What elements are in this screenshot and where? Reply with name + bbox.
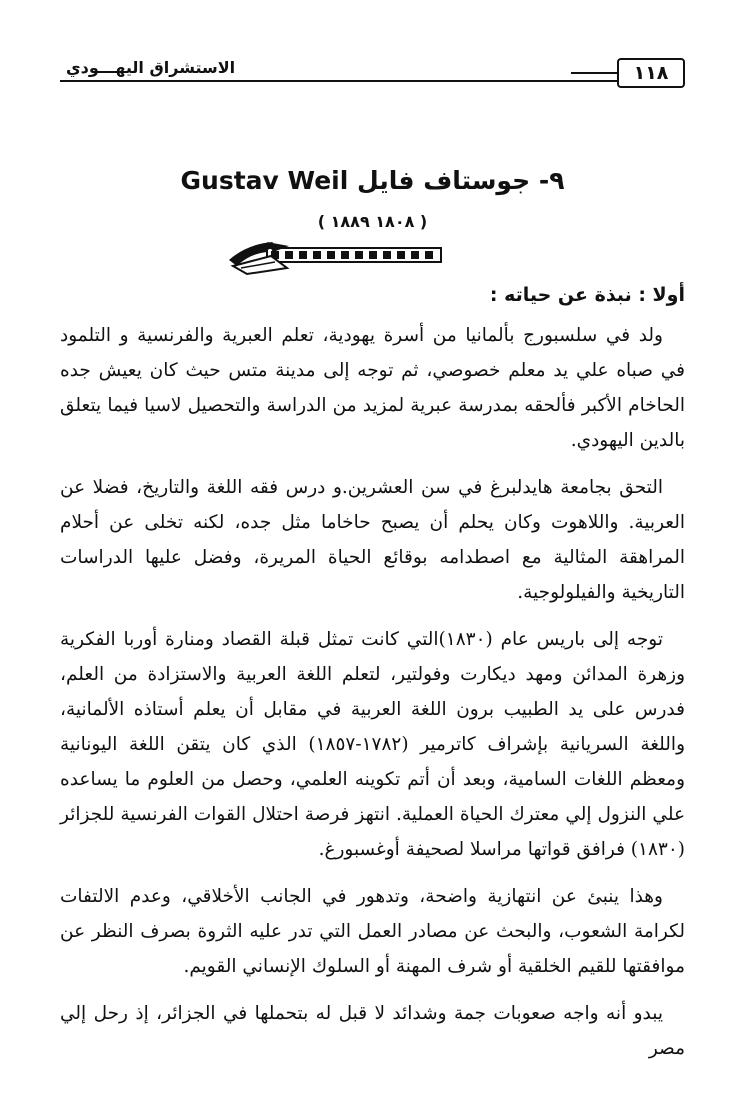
chapter-title (0, 166, 745, 195)
page-header (60, 52, 685, 92)
pen-ornament-icon (227, 238, 443, 278)
paragraph: ولد في سلسبورج بألمانيا من أسرة يهودية، تعلم العبرية والفرنسية و التلمود في صباه علي يد معلم خصوصي، ثم توجه إلى مدينة متس حيث كان يعيش جده الحاخام الأكبر فألحقه بمدرسة عبرية لمزيد من الدراسة والتحصيل لاسيا فيما يتعلق بالدين اليهودي. (60, 325, 685, 451)
chapter-title-arabic: ٩- جوستاف فايل (357, 166, 565, 195)
chapter-dates: ( ١٨٠٨ ١٨٨٩ ) (317, 212, 428, 231)
running-title: الاستشراق اليهـــودي (66, 58, 236, 77)
section-heading: أولا : نبذة عن حياته : (489, 284, 685, 306)
page-number: ١١٨ (617, 58, 685, 88)
body-text (60, 318, 685, 1078)
paragraph: يبدو أنه واجه صعوبات جمة وشدائد لا قبل له بتحملها في الجزائر، إذ رحل إلي مصر (60, 1003, 685, 1059)
paragraph: التحق بجامعة هايدلبرغ في سن العشرين.و درس فقه اللغة والتاريخ، فضلا عن العربية. واللاهوت وكان يحلم أن يصبح حاخاما مثل جده، لكنه تخلى عن أحلام المراهقة المثالية مع اصطدامه بوقائع الحياة المريرة، وفضل عليها الدراسات التاريخية والفيلولوجية. (60, 477, 685, 603)
paragraph: وهذا ينبئ عن انتهازية واضحة، وتدهور في الجانب الأخلاقي، وعدم الالتفات لكرامة الشعوب، والبحث عن مصادر العمل التي تدر عليه الثروة بصرف النظر عن موافقتها للقيم الخلقية أو شرف المهنة أو السلوك الإنساني القويم. (60, 886, 685, 977)
chapter-title-latin: Gustav Weil (180, 166, 349, 195)
paragraph: توجه إلى باريس عام (١٨٣٠)التي كانت تمثل قبلة القصاد ومنارة أوربا الفكرية وزهرة المدائن ومهد ديكارت وفولتير، لتعلم اللغة العربية والاستزادة من العلم، فدرس على يد الطبيب برون اللغة العربية في مقابل أن يعلم أستاذه الألمانية، واللغة السريانية بإشراف كاترمير (١٧٨٢-١٨٥٧) الذي كان يتقن اللغة اليونانية ومعظم اللغات السامية، وبعد أن أتم تكوينه العلمي، وحصل من العلوم ما يساعده علي النزول إلي معترك الحياة العملية. انتهز فرصة احتلال القوات الفرنسية للجزائر (١٨٣٠) فرافق قواتها مراسلا لصحيفة أوغسبورغ. (60, 629, 686, 860)
header-rule (60, 80, 617, 82)
